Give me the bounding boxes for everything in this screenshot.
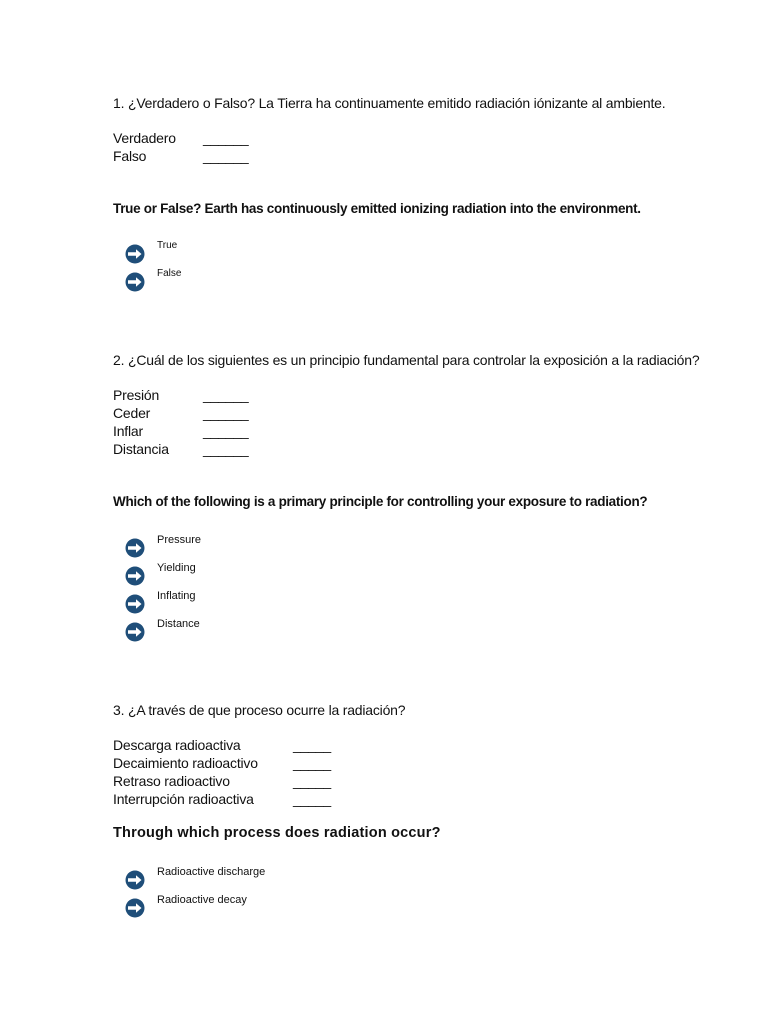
answer-blank[interactable]: ______ [203, 130, 249, 146]
arrow-circle-icon [125, 594, 145, 614]
answer-blank[interactable]: _____ [293, 737, 331, 753]
option-label: Ceder [113, 405, 151, 421]
option-label: Radioactive discharge [157, 866, 266, 878]
option-label: Inflating [157, 590, 196, 602]
arrow-circle-icon [125, 538, 145, 558]
answer-blank[interactable]: _____ [293, 755, 331, 771]
q3-es-option-descarga [113, 736, 331, 754]
q3-es-option-decaimiento [113, 754, 331, 772]
q2-es-option-inflar [113, 422, 249, 440]
option-label: Interrupción radioactiva [113, 791, 254, 807]
question-3-es-prompt: 3. ¿A través de que proceso ocurre la radiación? [113, 702, 406, 718]
question-3-en-prompt: Through which process does radiation occur? [113, 825, 441, 841]
arrow-circle-icon [125, 272, 145, 292]
arrow-circle-icon [125, 244, 145, 264]
q1-es-option-falso [113, 147, 249, 165]
option-label: False [157, 268, 182, 279]
answer-blank[interactable]: ______ [203, 441, 249, 457]
q2-es-option-ceder [113, 404, 249, 422]
answer-blank[interactable]: _____ [293, 791, 331, 807]
option-label: Inflar [113, 423, 143, 439]
answer-blank[interactable]: ______ [203, 387, 249, 403]
q2-es-option-presion [113, 386, 249, 404]
option-label: True [157, 240, 178, 251]
option-label: Presión [113, 387, 160, 403]
question-1-en-prompt: True or False? Earth has continuously emitted ionizing radiation into the environment. [113, 201, 641, 216]
arrow-circle-icon [125, 622, 145, 642]
option-label: Falso [113, 148, 147, 164]
question-2-en-prompt: Which of the following is a primary principle for controlling your exposure to radiation? [113, 494, 648, 509]
answer-blank[interactable]: ______ [203, 423, 249, 439]
q1-es-option-verdadero [113, 129, 249, 147]
option-label: Distance [157, 618, 200, 630]
question-2-es-prompt: 2. ¿Cuál de los siguientes es un principio fundamental para controlar la exposición a la radiación? [113, 352, 700, 368]
option-label: Yielding [157, 562, 196, 574]
option-label: Distancia [113, 441, 169, 457]
option-label: Radioactive decay [157, 894, 247, 906]
answer-blank[interactable]: _____ [293, 773, 331, 789]
answer-blank[interactable]: ______ [203, 405, 249, 421]
option-label: Pressure [157, 534, 202, 546]
q3-es-option-interrupcion [113, 790, 331, 808]
q2-es-option-distancia [113, 440, 249, 458]
answer-blank[interactable]: ______ [203, 148, 249, 164]
option-label: Verdadero [113, 130, 176, 146]
arrow-circle-icon [125, 566, 145, 586]
arrow-circle-icon [125, 898, 145, 918]
question-1-es-prompt: 1. ¿Verdadero o Falso? La Tierra ha continuamente emitido radiación iónizante al ambiente. [113, 95, 666, 111]
option-label: Descarga radioactiva [113, 737, 241, 753]
arrow-circle-icon [125, 870, 145, 890]
q3-es-option-retraso [113, 772, 331, 790]
option-label: Decaimiento radioactivo [113, 755, 258, 771]
option-label: Retraso radioactivo [113, 773, 230, 789]
